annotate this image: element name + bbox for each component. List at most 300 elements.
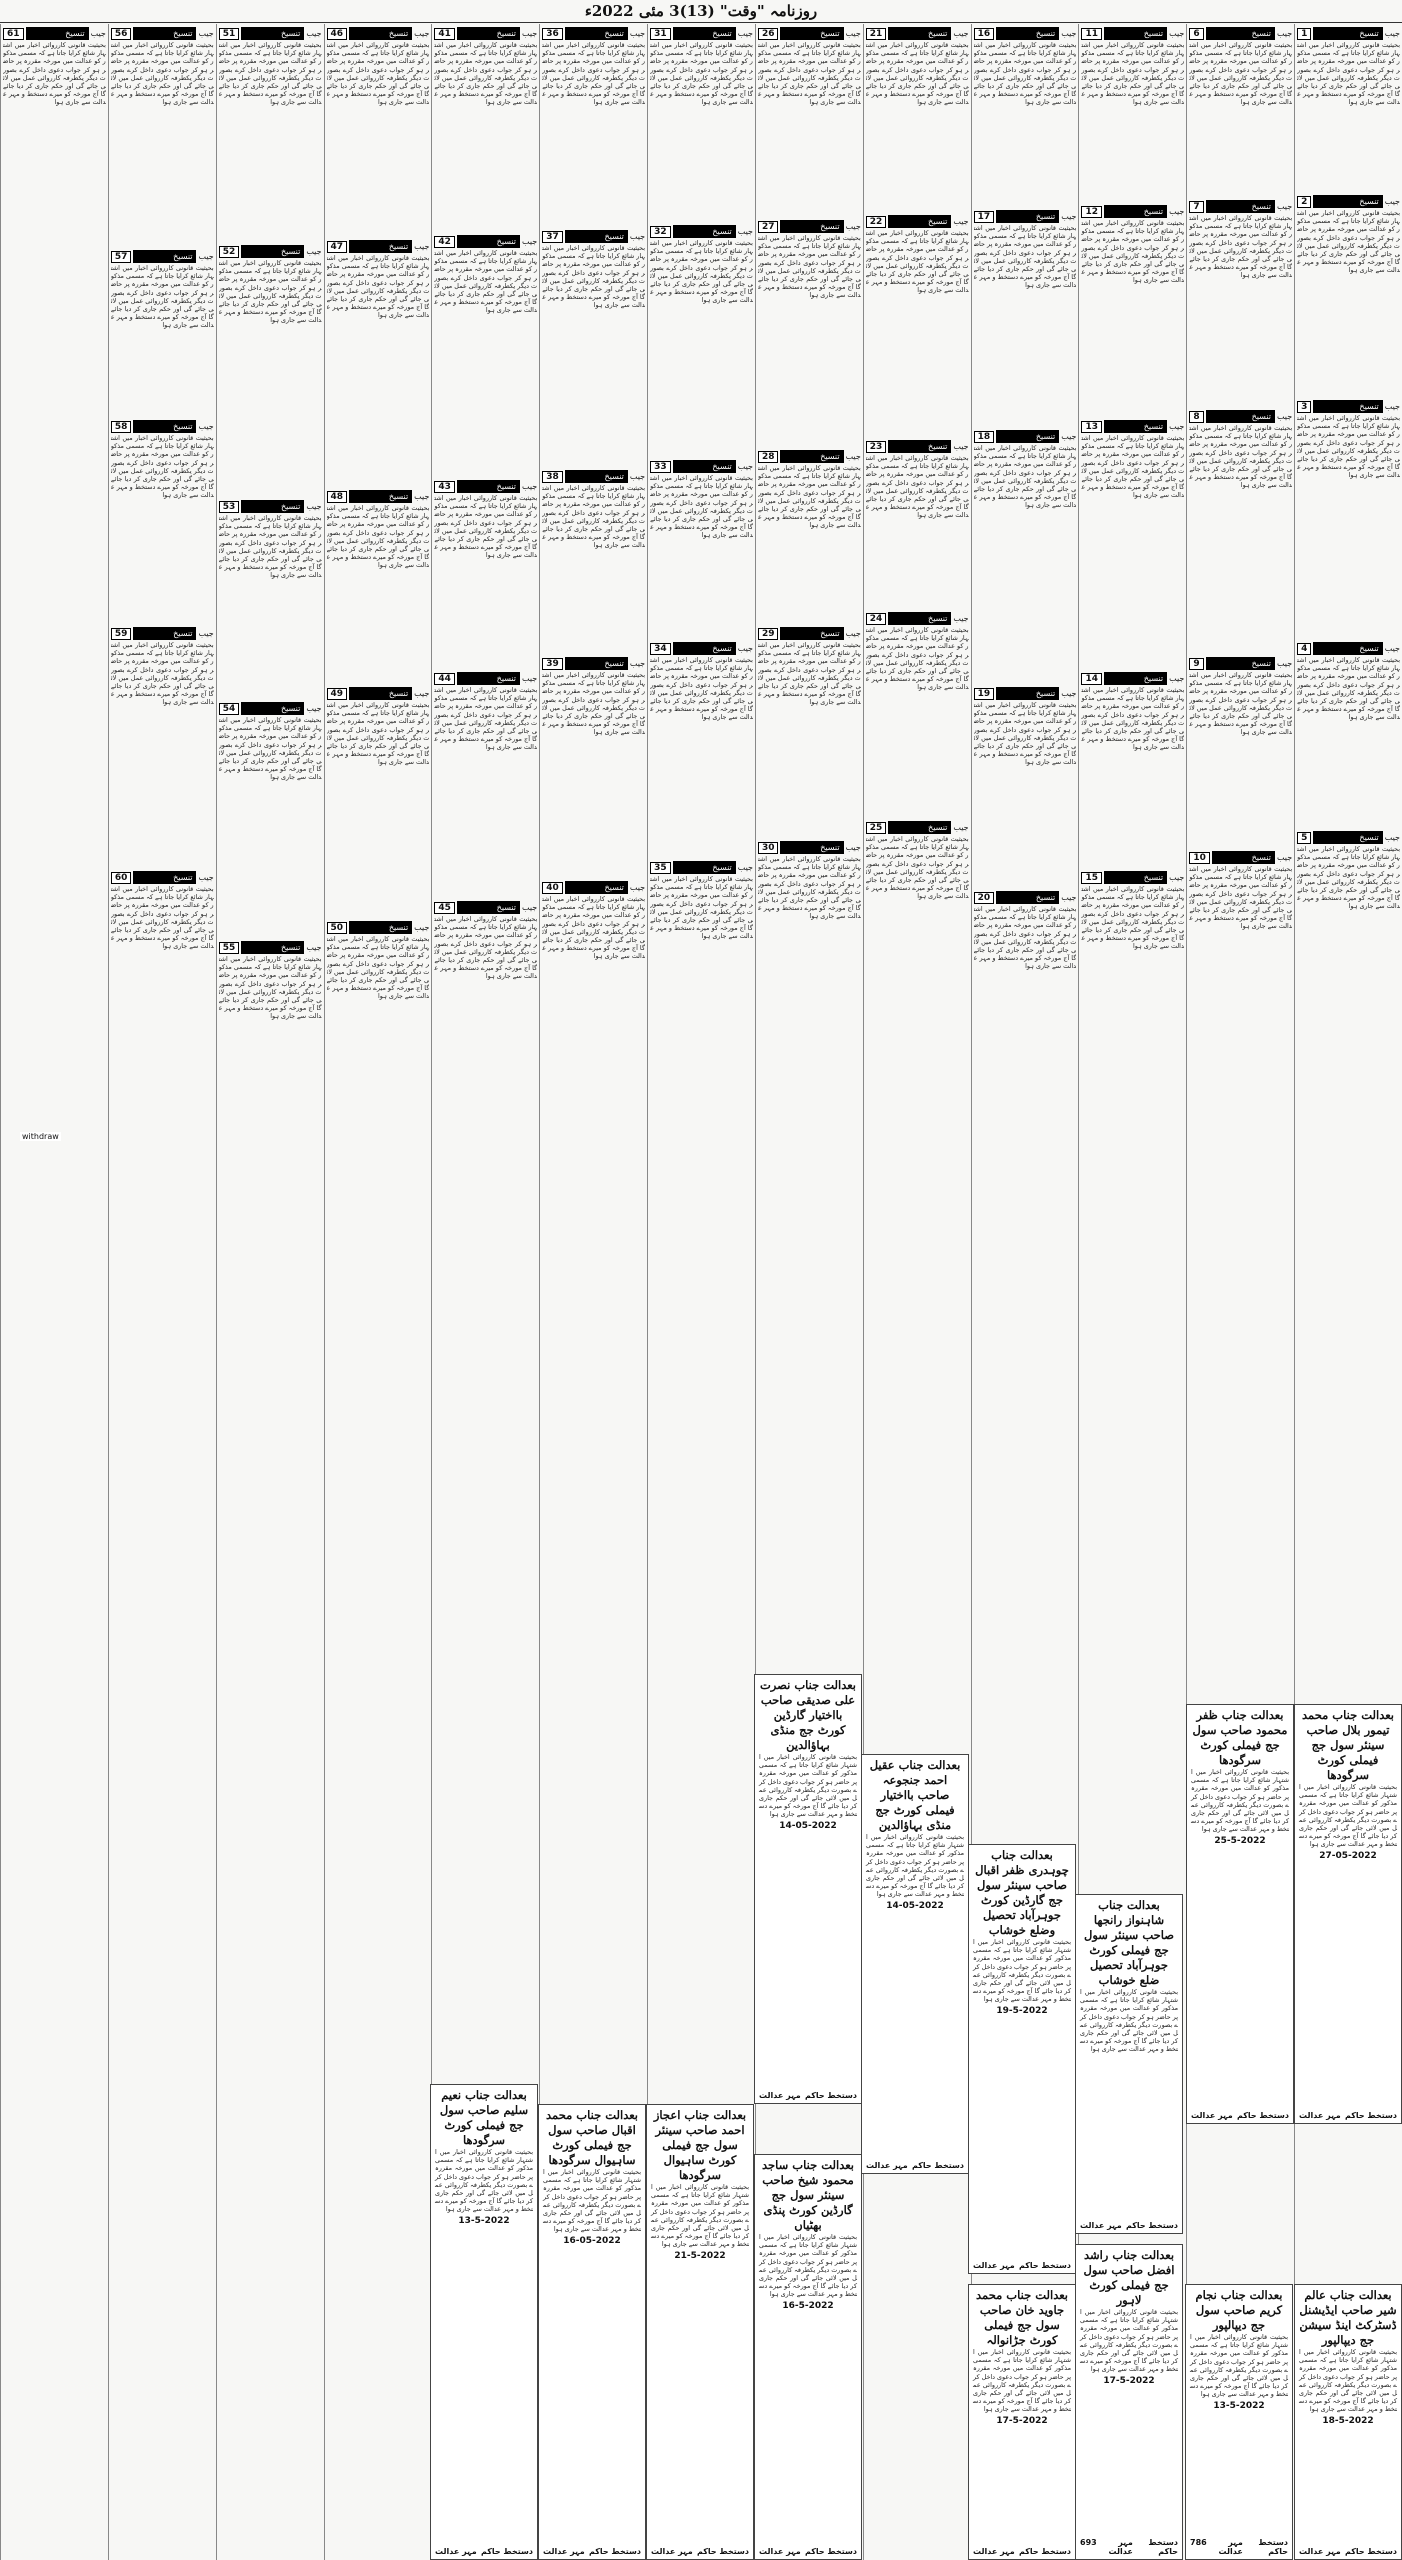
notice-label: تنسیخ bbox=[457, 27, 520, 40]
notice-item bbox=[434, 671, 537, 897]
notice-header bbox=[327, 239, 430, 254]
notice-number: 58 bbox=[111, 421, 132, 433]
notice-body: بحیثیت قانونی کارروائی اخبار میں اشتہار شائع کرایا جاتا ہے کہ مسمی مذکور کو عدالت میں مورخہ مقررہ پر حاضر ہو کر جواب دعوی داخل کرے بصورت دیگر یکطرفہ کارروائی عمل میں لائی جائے گی اور حکم جاری کر دیا جائے گا آج مورخہ کو میرے دستخط و مہر عدالت سے جاری ہوا bbox=[326, 41, 430, 107]
court-footer bbox=[973, 2547, 1071, 2556]
court-notice bbox=[1294, 2284, 1402, 2560]
notice-tag: جیب bbox=[522, 903, 538, 912]
notice-item bbox=[434, 900, 537, 1073]
notice-header bbox=[219, 701, 322, 716]
notice-body: بحیثیت قانونی کارروائی اخبار میں اشتہار شائع کرایا جاتا ہے کہ مسمی مذکور کو عدالت میں مورخہ مقررہ پر حاضر ہو کر جواب دعوی داخل کرے بصورت دیگر یکطرفہ کارروائی عمل میں لائی جائے گی اور حکم جاری کر دیا جائے گا آج مورخہ کو میرے دستخط و مہر عدالت سے جاری ہوا bbox=[1297, 845, 1400, 911]
notice-body: بحیثیت قانونی کارروائی اخبار میں اشتہار شائع کرایا جاتا ہے کہ مسمی مذکور کو عدالت میں مورخہ مقررہ پر حاضر ہو کر جواب دعوی داخل کرے بصورت دیگر یکطرفہ کارروائی عمل میں لائی جائے گی اور حکم جاری کر دیا جائے گا آج مورخہ کو میرے دستخط و مہر عدالت سے جاری ہوا bbox=[434, 494, 538, 560]
notice-label: تنسیخ bbox=[996, 210, 1059, 223]
notice-item bbox=[1081, 870, 1184, 1103]
seal-label: مہر عدالت bbox=[1191, 2111, 1233, 2120]
seal-label: مہر عدالت bbox=[759, 2547, 801, 2556]
notice-label: تنسیخ bbox=[780, 627, 843, 640]
notice-tag: جیب bbox=[522, 29, 538, 38]
notice-tag: جیب bbox=[1169, 873, 1185, 882]
notice-body: بحیثیت قانونی کارروائی اخبار میں اشتہار شائع کرایا جاتا ہے کہ مسمی مذکور کو عدالت میں مورخہ مقررہ پر حاضر ہو کر جواب دعوی داخل کرے بصورت دیگر یکطرفہ کارروائی عمل میں لائی جائے گی اور حکم جاری کر دیا جائے گا آج مورخہ کو میرے دستخط و مہر عدالت سے جاری ہوا bbox=[110, 885, 214, 951]
notice-tag: جیب bbox=[629, 883, 646, 892]
notice-item bbox=[1297, 26, 1400, 191]
notice-item bbox=[758, 840, 861, 1088]
notice-tag: جیب bbox=[1276, 29, 1293, 38]
notice-header bbox=[1189, 26, 1292, 41]
notice-number: 21 bbox=[866, 28, 887, 40]
notice-body: بحیثیت قانونی کارروائی اخبار میں اشتہار شائع کرایا جاتا ہے کہ مسمی مذکور کو عدالت میں مورخہ مقررہ پر حاضر ہو کر جواب دعوی داخل کرے بصورت دیگر یکطرفہ کارروائی عمل میں لائی جائے گی اور حکم جاری کر دیا جائے گا آج مورخہ کو میرے دستخط و مہر عدالت سے جاری ہوا bbox=[110, 41, 214, 107]
signature-label: دستخط حاکم bbox=[1258, 2538, 1288, 2556]
notice-number: 56 bbox=[111, 28, 132, 40]
notice-body: بحیثیت قانونی کارروائی اخبار میں اشتہار شائع کرایا جاتا ہے کہ مسمی مذکور کو عدالت میں مورخہ مقررہ پر حاضر ہو کر جواب دعوی داخل کرے بصورت دیگر یکطرفہ کارروائی عمل میں لائی جائے گی اور حکم جاری کر دیا جائے گا آج مورخہ کو میرے دستخط و مہر عدالت سے جاری ہوا bbox=[434, 249, 538, 315]
notice-number: 13 bbox=[1081, 421, 1102, 433]
notice-body: بحیثیت قانونی کارروائی اخبار میں اشتہار شائع کرایا جاتا ہے کہ مسمی مذکور کو عدالت میں مورخہ مقررہ پر حاضر ہو کر جواب دعوی داخل کرے بصورت دیگر یکطرفہ کارروائی عمل میں لائی جائے گی اور حکم جاری کر دیا جائے گا آج مورخہ کو میرے دستخط و مہر عدالت سے جاری ہوا bbox=[1297, 209, 1400, 275]
court-notice bbox=[1186, 1704, 1294, 2124]
notice-column bbox=[216, 24, 324, 2560]
notice-label: تنسیخ bbox=[1313, 195, 1382, 208]
notice-label: تنسیخ bbox=[996, 27, 1059, 40]
notice-number: 43 bbox=[434, 481, 455, 493]
notice-label: تنسیخ bbox=[888, 440, 951, 453]
notice-header bbox=[434, 671, 537, 686]
notice-body: بحیثیت قانونی کارروائی اخبار میں اشتہار شائع کرایا جاتا ہے کہ مسمی مذکور کو عدالت میں مورخہ مقررہ پر حاضر ہو کر جواب دعوی داخل کرے بصورت دیگر یکطرفہ کارروائی عمل میں لائی جائے گی اور حکم جاری کر دیا جائے گا آج مورخہ کو میرے دستخط و مہر عدالت سے جاری ہوا bbox=[218, 955, 322, 1021]
notice-label: تنسیخ bbox=[457, 235, 520, 248]
notice-item bbox=[327, 26, 430, 236]
notice-label: تنسیخ bbox=[780, 220, 843, 233]
notice-item bbox=[3, 26, 106, 251]
notice-item bbox=[758, 219, 861, 446]
notice-item bbox=[542, 469, 645, 653]
seal-label: مہر عدالت bbox=[1299, 2547, 1341, 2556]
notice-header bbox=[650, 26, 753, 41]
notice-item bbox=[327, 239, 430, 486]
notice-body: بحیثیت قانونی کارروائی اخبار میں اشتہار شائع کرایا جاتا ہے کہ مسمی مذکور کو عدالت میں مورخہ مقررہ پر حاضر ہو کر جواب دعوی داخل کرے بصورت دیگر یکطرفہ کارروائی عمل میں لائی جائے گی اور حکم جاری کر دیا جائے گا آج مورخہ کو میرے دستخط و مہر عدالت سے جاری ہوا bbox=[1189, 865, 1293, 931]
notice-item bbox=[974, 890, 1077, 1128]
notice-body: بحیثیت قانونی کارروائی اخبار میں اشتہار شائع کرایا جاتا ہے کہ مسمی مذکور کو عدالت میں مورخہ مقررہ پر حاضر ہو کر جواب دعوی داخل کرے بصورت دیگر یکطرفہ کارروائی عمل میں لائی جائے گی اور حکم جاری کر دیا جائے گا آج مورخہ کو میرے دستخط و مہر عدالت سے جاری ہوا bbox=[218, 716, 322, 782]
notice-header bbox=[866, 611, 969, 626]
notice-header bbox=[542, 880, 645, 895]
notice-header bbox=[974, 890, 1077, 905]
notice-number: 7 bbox=[1189, 201, 1203, 213]
notice-number: 19 bbox=[974, 688, 995, 700]
court-body: بحیثیت قانونی کارروائی اخبار میں اشتہار شائع کرایا جاتا ہے کہ مسمی مذکور کو عدالت میں مورخہ مقررہ پر حاضر ہو کر جواب دعوی داخل کرے بصورت دیگر یکطرفہ کارروائی عمل میں لائی جائے گی اور حکم جاری کر دیا جائے گا آج مورخہ کو میرے دستخط و مہر عدالت سے جاری ہوا bbox=[866, 1833, 964, 1899]
notice-tag: جیب bbox=[1061, 689, 1077, 698]
signature-label: دستخط حاکم bbox=[1236, 2111, 1289, 2120]
notice-tag: جیب bbox=[845, 843, 861, 852]
notice-body: بحیثیت قانونی کارروائی اخبار میں اشتہار شائع کرایا جاتا ہے کہ مسمی مذکور کو عدالت میں مورخہ مقررہ پر حاضر ہو کر جواب دعوی داخل کرے بصورت دیگر یکطرفہ کارروائی عمل میں لائی جائے گی اور حکم جاری کر دیا جائے گا آج مورخہ کو میرے دستخط و مہر عدالت سے جاری ہوا bbox=[1189, 214, 1293, 280]
court-body: بحیثیت قانونی کارروائی اخبار میں اشتہار شائع کرایا جاتا ہے کہ مسمی مذکور کو عدالت میں مورخہ مقررہ پر حاضر ہو کر جواب دعوی داخل کرے بصورت دیگر یکطرفہ کارروائی عمل میں لائی جائے گی اور حکم جاری کر دیا جائے گا آج مورخہ کو میرے دستخط و مہر عدالت سے جاری ہوا bbox=[435, 2148, 533, 2214]
notice-column bbox=[863, 24, 971, 2560]
notice-number: 12 bbox=[1081, 206, 1102, 218]
court-notice bbox=[1185, 2284, 1293, 2560]
court-footer bbox=[1080, 2221, 1178, 2230]
notice-item bbox=[1081, 671, 1184, 867]
notice-label: تنسیخ bbox=[673, 642, 736, 655]
notice-tag: جیب bbox=[306, 704, 322, 713]
notice-label: تنسیخ bbox=[26, 27, 89, 40]
signature-label: دستخط حاکم bbox=[911, 2161, 964, 2170]
notice-item bbox=[1189, 656, 1292, 847]
hearing-date: 16-05-2022 bbox=[563, 2235, 621, 2246]
notice-body: بحیثیت قانونی کارروائی اخبار میں اشتہار شائع کرایا جاتا ہے کہ مسمی مذکور کو عدالت میں مورخہ مقررہ پر حاضر ہو کر جواب دعوی داخل کرے بصورت دیگر یکطرفہ کارروائی عمل میں لائی جائے گی اور حکم جاری کر دیا جائے گا آج مورخہ کو میرے دستخط و مہر عدالت سے جاری ہوا bbox=[218, 514, 322, 580]
notice-item bbox=[434, 234, 537, 476]
seal-label: مہر عدالت bbox=[866, 2161, 908, 2170]
notice-number: 27 bbox=[758, 221, 779, 233]
notice-body: بحیثیت قانونی کارروائی اخبار میں اشتہار شائع کرایا جاتا ہے کہ مسمی مذکور کو عدالت میں مورخہ مقررہ پر حاضر ہو کر جواب دعوی داخل کرے بصورت دیگر یکطرفہ کارروائی عمل میں لائی جائے گی اور حکم جاری کر دیا جائے گا آج مورخہ کو میرے دستخط و مہر عدالت سے جاری ہوا bbox=[1189, 671, 1293, 737]
notice-number: 35 bbox=[650, 862, 671, 874]
notice-number: 23 bbox=[866, 441, 887, 453]
notice-label: تنسیخ bbox=[349, 687, 412, 700]
court-notice bbox=[861, 1754, 969, 2174]
notice-label: تنسیخ bbox=[888, 215, 951, 228]
ad-code: 786 bbox=[1190, 2538, 1207, 2547]
court-title: بعدالت جناب عالم شیر صاحب ایڈیشنل ڈسٹرکٹ اینڈ سیشن جج دیپالپور bbox=[1299, 2288, 1397, 2347]
notice-body: بحیثیت قانونی کارروائی اخبار میں اشتہار شائع کرایا جاتا ہے کہ مسمی مذکور کو عدالت میں مورخہ مقررہ پر حاضر ہو کر جواب دعوی داخل کرے بصورت دیگر یکطرفہ کارروائی عمل میں لائی جائے گی اور حکم جاری کر دیا جائے گا آج مورخہ کو میرے دستخط و مہر عدالت سے جاری ہوا bbox=[757, 464, 861, 530]
notice-body: بحیثیت قانونی کارروائی اخبار میں اشتہار شائع کرایا جاتا ہے کہ مسمی مذکور کو عدالت میں مورخہ مقررہ پر حاضر ہو کر جواب دعوی داخل کرے بصورت دیگر یکطرفہ کارروائی عمل میں لائی جائے گی اور حکم جاری کر دیا جائے گا آج مورخہ کو میرے دستخط و مہر عدالت سے جاری ہوا bbox=[326, 935, 430, 1001]
notice-tag: جیب bbox=[198, 873, 214, 882]
notice-number: 30 bbox=[758, 842, 779, 854]
notice-tag: جیب bbox=[198, 29, 214, 38]
notice-number: 40 bbox=[542, 882, 563, 894]
court-body: بحیثیت قانونی کارروائی اخبار میں اشتہار شائع کرایا جاتا ہے کہ مسمی مذکور کو عدالت میں مورخہ مقررہ پر حاضر ہو کر جواب دعوی داخل کرے بصورت دیگر یکطرفہ کارروائی عمل میں لائی جائے گی اور حکم جاری کر دیا جائے گا آج مورخہ کو میرے دستخط و مہر عدالت سے جاری ہوا bbox=[651, 2183, 749, 2249]
notice-item bbox=[111, 626, 214, 867]
notice-item bbox=[1081, 204, 1184, 416]
court-notice bbox=[754, 1674, 862, 2104]
hearing-date: 16-5-2022 bbox=[782, 2300, 834, 2311]
notice-tag: جیب bbox=[737, 863, 753, 872]
court-notice bbox=[1075, 2244, 1183, 2560]
court-title: بعدالت جناب محمد تیمور بلال صاحب سینئر سول جج فیملی کورٹ سرگودھا bbox=[1302, 1708, 1394, 1782]
notice-header bbox=[650, 459, 753, 474]
notice-label: تنسیخ bbox=[1206, 657, 1275, 670]
notice-label: تنسیخ bbox=[1104, 27, 1167, 40]
ad-code: 693 bbox=[1080, 2538, 1097, 2547]
notice-tag: جیب bbox=[737, 29, 753, 38]
court-body: بحیثیت قانونی کارروائی اخبار میں اشتہار شائع کرایا جاتا ہے کہ مسمی مذکور کو عدالت میں مورخہ مقررہ پر حاضر ہو کر جواب دعوی داخل کرے بصورت دیگر یکطرفہ کارروائی عمل میں لائی جائے گی اور حکم جاری کر دیا جائے گا آج مورخہ کو میرے دستخط و مہر عدالت سے جاری ہوا bbox=[973, 2348, 1071, 2414]
notice-label: تنسیخ bbox=[457, 901, 520, 914]
seal-label: مہر عدالت bbox=[1218, 2538, 1243, 2556]
notice-label: تنسیخ bbox=[888, 821, 951, 834]
notice-number: 41 bbox=[434, 28, 455, 40]
court-title: بعدالت جناب نعیم سلیم صاحب سول جج فیملی کورٹ سرگودھا bbox=[439, 2088, 529, 2147]
notice-body: بحیثیت قانونی کارروائی اخبار میں اشتہار شائع کرایا جاتا ہے کہ مسمی مذکور کو عدالت میں مورخہ مقررہ پر حاضر ہو کر جواب دعوی داخل کرے بصورت دیگر یکطرفہ کارروائی عمل میں لائی جائے گی اور حکم جاری کر دیا جائے گا آج مورخہ کو میرے دستخط و مہر عدالت سے جاری ہوا bbox=[110, 264, 214, 330]
notice-number: 2 bbox=[1297, 196, 1311, 208]
notice-tag: جیب bbox=[1061, 893, 1077, 902]
notice-body: بحیثیت قانونی کارروائی اخبار میں اشتہار شائع کرایا جاتا ہے کہ مسمی مذکور کو عدالت میں مورخہ مقررہ پر حاضر ہو کر جواب دعوی داخل کرے بصورت دیگر یکطرفہ کارروائی عمل میں لائی جائے گی اور حکم جاری کر دیا جائے گا آج مورخہ کو میرے دستخط و مہر عدالت سے جاری ہوا bbox=[326, 254, 430, 320]
notice-header bbox=[327, 686, 430, 701]
notice-tag: جیب bbox=[1061, 212, 1077, 221]
notice-tag: جیب bbox=[737, 462, 753, 471]
signature-label: دستخط حاکم bbox=[588, 2547, 641, 2556]
notice-item bbox=[650, 26, 753, 221]
notice-item bbox=[650, 459, 753, 638]
notice-tag: جیب bbox=[737, 644, 753, 653]
court-title: بعدالت جناب عقیل احمد جنجوعہ صاحب بااختیار فیملی کورٹ جج منڈی بہاؤالدین bbox=[869, 1758, 961, 1832]
notice-number: 4 bbox=[1297, 643, 1311, 655]
court-body: بحیثیت قانونی کارروائی اخبار میں اشتہار شائع کرایا جاتا ہے کہ مسمی مذکور کو عدالت میں مورخہ مقررہ پر حاضر ہو کر جواب دعوی داخل کرے بصورت دیگر یکطرفہ کارروائی عمل میں لائی جائے گی اور حکم جاری کر دیا جائے گا آج مورخہ کو میرے دستخط و مہر عدالت سے جاری ہوا bbox=[759, 1753, 857, 1819]
notice-tag: جیب bbox=[845, 222, 861, 231]
notice-number: 14 bbox=[1081, 673, 1102, 685]
notice-label: تنسیخ bbox=[133, 871, 196, 884]
notice-header bbox=[542, 26, 645, 41]
notice-column bbox=[1186, 24, 1294, 2560]
notice-tag: جیب bbox=[522, 674, 538, 683]
notice-body: بحیثیت قانونی کارروائی اخبار میں اشتہار شائع کرایا جاتا ہے کہ مسمی مذکور کو عدالت میں مورخہ مقررہ پر حاضر ہو کر جواب دعوی داخل کرے بصورت دیگر یکطرفہ کارروائی عمل میں لائی جائے گی اور حکم جاری کر دیا جائے گا آج مورخہ کو میرے دستخط و مہر عدالت سے جاری ہوا bbox=[973, 444, 1077, 510]
notice-header bbox=[1297, 399, 1400, 414]
court-title: بعدالت جناب چوہدری ظفر اقبال صاحب سینئر سول جج گارڈین کورٹ جوہرآباد تحصیل وضلع خوشاب bbox=[975, 1848, 1069, 1937]
court-title: بعدالت جناب اعجاز احمد صاحب سینئر سول جج فیملی کورٹ ساہیوال سرگودھا bbox=[653, 2108, 747, 2182]
notice-label: تنسیخ bbox=[1104, 420, 1167, 433]
notice-tag: جیب bbox=[1276, 412, 1293, 421]
notice-header bbox=[111, 249, 214, 264]
hearing-date: 18-5-2022 bbox=[1322, 2415, 1374, 2426]
notice-column bbox=[0, 24, 108, 2560]
notice-item bbox=[758, 449, 861, 623]
court-footer bbox=[1191, 2111, 1289, 2120]
notice-header bbox=[219, 940, 322, 955]
notice-item bbox=[1081, 419, 1184, 668]
notice-number: 32 bbox=[650, 226, 671, 238]
notice-tag: جیب bbox=[1169, 422, 1185, 431]
notice-header bbox=[1189, 409, 1292, 424]
signature-label: دستخط حاکم bbox=[1018, 2261, 1071, 2270]
notice-number: 1 bbox=[1297, 28, 1311, 40]
notice-header bbox=[219, 499, 322, 514]
masthead: روزنامہ "وقت" (13)3 مئی 2022ء bbox=[0, 0, 1402, 23]
court-title: بعدالت جناب شاہنواز رانجھا صاحب سینئر سول جج فیملی کورٹ جوہرآباد تحصیل ضلع خوشاب bbox=[1083, 1898, 1174, 1987]
notice-number: 3 bbox=[1297, 401, 1311, 413]
notice-tag: جیب bbox=[1169, 207, 1185, 216]
notice-header bbox=[974, 209, 1077, 224]
notice-item bbox=[1189, 199, 1292, 406]
notice-label: تنسیخ bbox=[133, 27, 196, 40]
notice-label: تنسیخ bbox=[565, 27, 628, 40]
notice-header bbox=[758, 26, 861, 41]
notice-body: بحیثیت قانونی کارروائی اخبار میں اشتہار شائع کرایا جاتا ہے کہ مسمی مذکور کو عدالت میں مورخہ مقررہ پر حاضر ہو کر جواب دعوی داخل کرے بصورت دیگر یکطرفہ کارروائی عمل میں لائی جائے گی اور حکم جاری کر دیا جائے گا آج مورخہ کو میرے دستخط و مہر عدالت سے جاری ہوا bbox=[1189, 41, 1293, 107]
seal-label: مہر عدالت bbox=[973, 2261, 1015, 2270]
notice-number: 15 bbox=[1081, 872, 1102, 884]
notice-item bbox=[650, 224, 753, 456]
notice-body: بحیثیت قانونی کارروائی اخبار میں اشتہار شائع کرایا جاتا ہے کہ مسمی مذکور کو عدالت میں مورخہ مقررہ پر حاضر ہو کر جواب دعوی داخل کرے بصورت دیگر یکطرفہ کارروائی عمل میں لائی جائے گی اور حکم جاری کر دیا جائے گا آج مورخہ کو میرے دستخط و مہر عدالت سے جاری ہوا bbox=[757, 41, 861, 107]
notice-body: بحیثیت قانونی کارروائی اخبار میں اشتہار شائع کرایا جاتا ہے کہ مسمی مذکور کو عدالت میں مورخہ مقررہ پر حاضر ہو کر جواب دعوی داخل کرے بصورت دیگر یکطرفہ کارروائی عمل میں لائی جائے گی اور حکم جاری کر دیا جائے گا آج مورخہ کو میرے دستخط و مہر عدالت سے جاری ہوا bbox=[1297, 41, 1400, 107]
notice-header bbox=[542, 469, 645, 484]
notice-label: تنسیخ bbox=[241, 702, 304, 715]
notice-header bbox=[1297, 830, 1400, 845]
court-body: بحیثیت قانونی کارروائی اخبار میں اشتہار شائع کرایا جاتا ہے کہ مسمی مذکور کو عدالت میں مورخہ مقررہ پر حاضر ہو کر جواب دعوی داخل کرے بصورت دیگر یکطرفہ کارروائی عمل میں لائی جائے گی اور حکم جاری کر دیا جائے گا آج مورخہ کو میرے دستخط و مہر عدالت سے جاری ہوا bbox=[543, 2168, 641, 2234]
court-body: بحیثیت قانونی کارروائی اخبار میں اشتہار شائع کرایا جاتا ہے کہ مسمی مذکور کو عدالت میں مورخہ مقررہ پر حاضر ہو کر جواب دعوی داخل کرے بصورت دیگر یکطرفہ کارروائی عمل میں لائی جائے گی اور حکم جاری کر دیا جائے گا آج مورخہ کو میرے دستخط و مہر عدالت سے جاری ہوا bbox=[973, 1938, 1071, 2004]
withdraw-note: withdraw bbox=[22, 1132, 59, 1141]
notice-header bbox=[866, 820, 969, 835]
notice-body: بحیثیت قانونی کارروائی اخبار میں اشتہار شائع کرایا جاتا ہے کہ مسمی مذکور کو عدالت میں مورخہ مقررہ پر حاضر ہو کر جواب دعوی داخل کرے بصورت دیگر یکطرفہ کارروائی عمل میں لائی جائے گی اور حکم جاری کر دیا جائے گا آج مورخہ کو میرے دستخط و مہر عدالت سے جاری ہوا bbox=[650, 474, 753, 540]
notice-number: 59 bbox=[111, 628, 132, 640]
notice-label: تنسیخ bbox=[673, 861, 736, 874]
hearing-date: 17-5-2022 bbox=[996, 2415, 1048, 2426]
notice-header bbox=[1081, 204, 1184, 219]
notice-tag: جیب bbox=[306, 502, 322, 511]
notice-item bbox=[974, 686, 1077, 887]
notice-body: بحیثیت قانونی کارروائی اخبار میں اشتہار شائع کرایا جاتا ہے کہ مسمی مذکور کو عدالت میں مورخہ مقررہ پر حاضر ہو کر جواب دعوی داخل کرے بصورت دیگر یکطرفہ کارروائی عمل میں لائی جائے گی اور حکم جاری کر دیا جائے گا آج مورخہ کو میرے دستخط و مہر عدالت سے جاری ہوا bbox=[1081, 434, 1185, 500]
court-notice bbox=[538, 2104, 646, 2560]
notice-tag: جیب bbox=[1169, 674, 1185, 683]
notice-tag: جیب bbox=[629, 29, 646, 38]
hearing-date: 14-05-2022 bbox=[886, 1900, 944, 1911]
notice-item bbox=[219, 499, 322, 698]
notice-tag: جیب bbox=[953, 29, 969, 38]
notice-item bbox=[327, 920, 430, 1098]
seal-label: مہر عدالت bbox=[1299, 2111, 1341, 2120]
notice-item bbox=[327, 686, 430, 917]
notice-number: 45 bbox=[434, 902, 455, 914]
notice-item bbox=[111, 870, 214, 1058]
notice-body: بحیثیت قانونی کارروائی اخبار میں اشتہار شائع کرایا جاتا ہے کہ مسمی مذکور کو عدالت میں مورخہ مقررہ پر حاضر ہو کر جواب دعوی داخل کرے بصورت دیگر یکطرفہ کارروائی عمل میں لائی جائے گی اور حکم جاری کر دیا جائے گا آج مورخہ کو میرے دستخط و مہر عدالت سے جاری ہوا bbox=[218, 41, 322, 107]
notice-body: بحیثیت قانونی کارروائی اخبار میں اشتہار شائع کرایا جاتا ہے کہ مسمی مذکور کو عدالت میں مورخہ مقررہ پر حاضر ہو کر جواب دعوی داخل کرے بصورت دیگر یکطرفہ کارروائی عمل میں لائی جائے گی اور حکم جاری کر دیا جائے گا آج مورخہ کو میرے دستخط و مہر عدالت سے جاری ہوا bbox=[1189, 424, 1293, 490]
notice-tag: جیب bbox=[198, 252, 214, 261]
notice-label: تنسیخ bbox=[241, 941, 304, 954]
notice-label: تنسیخ bbox=[349, 490, 412, 503]
notice-item bbox=[111, 249, 214, 416]
notice-header bbox=[219, 26, 322, 41]
notice-tag: جیب bbox=[306, 943, 322, 952]
notice-body: بحیثیت قانونی کارروائی اخبار میں اشتہار شائع کرایا جاتا ہے کہ مسمی مذکور کو عدالت میں مورخہ مقررہ پر حاضر ہو کر جواب دعوی داخل کرے بصورت دیگر یکطرفہ کارروائی عمل میں لائی جائے گی اور حکم جاری کر دیا جائے گا آج مورخہ کو میرے دستخط و مہر عدالت سے جاری ہوا bbox=[650, 656, 753, 722]
notice-body: بحیثیت قانونی کارروائی اخبار میں اشتہار شائع کرایا جاتا ہے کہ مسمی مذکور کو عدالت میں مورخہ مقررہ پر حاضر ہو کر جواب دعوی داخل کرے بصورت دیگر یکطرفہ کارروائی عمل میں لائی جائے گی اور حکم جاری کر دیا جائے گا آج مورخہ کو میرے دستخط و مہر عدالت سے جاری ہوا bbox=[434, 41, 538, 107]
notice-number: 44 bbox=[434, 673, 455, 685]
court-footer bbox=[759, 2091, 857, 2100]
notice-header bbox=[1189, 199, 1292, 214]
notice-number: 11 bbox=[1081, 28, 1102, 40]
notice-item bbox=[1189, 26, 1292, 196]
notice-tag: جیب bbox=[845, 29, 861, 38]
notice-number: 52 bbox=[219, 246, 240, 258]
notice-tag: جیب bbox=[1384, 833, 1400, 842]
hearing-date: 13-5-2022 bbox=[1213, 2400, 1265, 2411]
notice-item bbox=[866, 820, 969, 1063]
notice-header bbox=[111, 870, 214, 885]
notice-body: بحیثیت قانونی کارروائی اخبار میں اشتہار شائع کرایا جاتا ہے کہ مسمی مذکور کو عدالت میں مورخہ مقررہ پر حاضر ہو کر جواب دعوی داخل کرے بصورت دیگر یکطرفہ کارروائی عمل میں لائی جائے گی اور حکم جاری کر دیا جائے گا آج مورخہ کو میرے دستخط و مہر عدالت سے جاری ہوا bbox=[757, 855, 861, 921]
notice-label: تنسیخ bbox=[133, 627, 196, 640]
notice-header bbox=[1081, 671, 1184, 686]
notice-number: 46 bbox=[327, 28, 348, 40]
notice-item bbox=[866, 611, 969, 817]
notice-tag: جیب bbox=[414, 242, 430, 251]
notice-header bbox=[974, 429, 1077, 444]
notice-number: 16 bbox=[974, 28, 995, 40]
notice-tag: جیب bbox=[198, 629, 214, 638]
notice-item bbox=[866, 214, 969, 436]
court-notice bbox=[1294, 1704, 1402, 2124]
hearing-date: 13-5-2022 bbox=[458, 2215, 510, 2226]
notice-item bbox=[111, 419, 214, 623]
notice-body: بحیثیت قانونی کارروائی اخبار میں اشتہار شائع کرایا جاتا ہے کہ مسمی مذکور کو عدالت میں مورخہ مقررہ پر حاضر ہو کر جواب دعوی داخل کرے بصورت دیگر یکطرفہ کارروائی عمل میں لائی جائے گی اور حکم جاری کر دیا جائے گا آج مورخہ کو میرے دستخط و مہر عدالت سے جاری ہوا bbox=[865, 229, 969, 295]
notice-label: تنسیخ bbox=[996, 430, 1059, 443]
court-notice bbox=[968, 2284, 1076, 2560]
notice-number: 49 bbox=[327, 688, 348, 700]
notice-item bbox=[111, 26, 214, 246]
notice-label: تنسیخ bbox=[1104, 672, 1167, 685]
notice-header bbox=[434, 479, 537, 494]
seal-label: مہر عدالت bbox=[651, 2547, 693, 2556]
notice-number: 20 bbox=[974, 892, 995, 904]
notice-header bbox=[1081, 419, 1184, 434]
notice-item bbox=[1081, 26, 1184, 201]
notice-tag: جیب bbox=[414, 29, 430, 38]
notice-tag: جیب bbox=[953, 614, 969, 623]
notice-number: 55 bbox=[219, 942, 240, 954]
notice-number: 53 bbox=[219, 501, 240, 513]
notice-header bbox=[111, 26, 214, 41]
notice-number: 6 bbox=[1189, 28, 1203, 40]
notice-header bbox=[111, 419, 214, 434]
court-body: بحیثیت قانونی کارروائی اخبار میں اشتہار شائع کرایا جاتا ہے کہ مسمی مذکور کو عدالت میں مورخہ مقررہ پر حاضر ہو کر جواب دعوی داخل کرے بصورت دیگر یکطرفہ کارروائی عمل میں لائی جائے گی اور حکم جاری کر دیا جائے گا آج مورخہ کو میرے دستخط و مہر عدالت سے جاری ہوا bbox=[1080, 1988, 1178, 2054]
notice-item bbox=[542, 229, 645, 466]
court-footer bbox=[1190, 2538, 1288, 2556]
court-title: بعدالت جناب ساجد محمود شیخ صاحب سینئر سول جج گارڈین کورٹ پنڈی بھٹیاں bbox=[762, 2158, 854, 2232]
notice-label: تنسیخ bbox=[565, 470, 628, 483]
notice-number: 42 bbox=[434, 236, 455, 248]
notice-item bbox=[219, 244, 322, 496]
notice-number: 60 bbox=[111, 872, 132, 884]
notice-header bbox=[1297, 641, 1400, 656]
notice-label: تنسیخ bbox=[1212, 851, 1275, 864]
notice-item bbox=[219, 26, 322, 241]
court-notice bbox=[646, 2104, 754, 2560]
notice-number: 10 bbox=[1189, 852, 1210, 864]
notice-number: 5 bbox=[1297, 832, 1311, 844]
notice-item bbox=[1297, 830, 1400, 1053]
notice-item bbox=[650, 860, 753, 1113]
notice-body: بحیثیت قانونی کارروائی اخبار میں اشتہار شائع کرایا جاتا ہے کہ مسمی مذکور کو عدالت میں مورخہ مقررہ پر حاضر ہو کر جواب دعوی داخل کرے بصورت دیگر یکطرفہ کارروائی عمل میں لائی جائے گی اور حکم جاری کر دیا جائے گا آج مورخہ کو میرے دستخط و مہر عدالت سے جاری ہوا bbox=[110, 641, 214, 707]
notice-tag: جیب bbox=[306, 29, 322, 38]
notice-label: تنسیخ bbox=[888, 612, 951, 625]
notice-body: بحیثیت قانونی کارروائی اخبار میں اشتہار شائع کرایا جاتا ہے کہ مسمی مذکور کو عدالت میں مورخہ مقررہ پر حاضر ہو کر جواب دعوی داخل کرے بصورت دیگر یکطرفہ کارروائی عمل میں لائی جائے گی اور حکم جاری کر دیا جائے گا آج مورخہ کو میرے دستخط و مہر عدالت سے جاری ہوا bbox=[542, 895, 646, 961]
notice-body: بحیثیت قانونی کارروائی اخبار میں اشتہار شائع کرایا جاتا ہے کہ مسمی مذکور کو عدالت میں مورخہ مقررہ پر حاضر ہو کر جواب دعوی داخل کرے بصورت دیگر یکطرفہ کارروائی عمل میں لائی جائے گی اور حکم جاری کر دیا جائے گا آج مورخہ کو میرے دستخط و مہر عدالت سے جاری ہوا bbox=[542, 484, 646, 550]
notice-label: تنسیخ bbox=[565, 657, 628, 670]
notice-header bbox=[542, 229, 645, 244]
hearing-date: 21-5-2022 bbox=[674, 2250, 726, 2261]
court-footer bbox=[1299, 2547, 1397, 2556]
notice-header bbox=[111, 626, 214, 641]
notice-header bbox=[1189, 656, 1292, 671]
notice-item bbox=[219, 940, 322, 1123]
notice-label: تنسیخ bbox=[1206, 410, 1275, 423]
notice-header bbox=[650, 860, 753, 875]
court-body: بحیثیت قانونی کارروائی اخبار میں اشتہار شائع کرایا جاتا ہے کہ مسمی مذکور کو عدالت میں مورخہ مقررہ پر حاضر ہو کر جواب دعوی داخل کرے بصورت دیگر یکطرفہ کارروائی عمل میں لائی جائے گی اور حکم جاری کر دیا جائے گا آج مورخہ کو میرے دستخط و مہر عدالت سے جاری ہوا bbox=[1299, 2348, 1397, 2414]
notice-header bbox=[758, 626, 861, 641]
notice-tag: جیب bbox=[629, 232, 646, 241]
notice-body: بحیثیت قانونی کارروائی اخبار میں اشتہار شائع کرایا جاتا ہے کہ مسمی مذکور کو عدالت میں مورخہ مقررہ پر حاضر ہو کر جواب دعوی داخل کرے بصورت دیگر یکطرفہ کارروائی عمل میں لائی جائے گی اور حکم جاری کر دیا جائے گا آج مورخہ کو میرے دستخط و مہر عدالت سے جاری ہوا bbox=[973, 701, 1077, 767]
notice-number: 47 bbox=[327, 241, 348, 253]
notice-item bbox=[1189, 409, 1292, 653]
court-footer bbox=[435, 2547, 533, 2556]
notice-tag: جیب bbox=[414, 689, 430, 698]
notice-header bbox=[327, 26, 430, 41]
notice-tag: جیب bbox=[1276, 202, 1293, 211]
notice-tag: جیب bbox=[522, 237, 538, 246]
notice-item bbox=[542, 656, 645, 877]
notice-header bbox=[866, 26, 969, 41]
notice-body: بحیثیت قانونی کارروائی اخبار میں اشتہار شائع کرایا جاتا ہے کہ مسمی مذکور کو عدالت میں مورخہ مقررہ پر حاضر ہو کر جواب دعوی داخل کرے بصورت دیگر یکطرفہ کارروائی عمل میں لائی جائے گی اور حکم جاری کر دیا جائے گا آج مورخہ کو میرے دستخط و مہر عدالت سے جاری ہوا bbox=[326, 504, 430, 570]
notice-number: 29 bbox=[758, 628, 779, 640]
notice-header bbox=[3, 26, 106, 41]
notice-header bbox=[758, 219, 861, 234]
notice-item bbox=[1189, 850, 1292, 1078]
notice-header bbox=[327, 920, 430, 935]
signature-label: دستخط حاکم bbox=[1148, 2538, 1178, 2556]
notice-header bbox=[434, 26, 537, 41]
court-footer bbox=[651, 2547, 749, 2556]
notice-tag: جیب bbox=[953, 217, 969, 226]
notice-label: تنسیخ bbox=[133, 250, 196, 263]
notice-body: بحیثیت قانونی کارروائی اخبار میں اشتہار شائع کرایا جاتا ہے کہ مسمی مذکور کو عدالت میں مورخہ مقررہ پر حاضر ہو کر جواب دعوی داخل کرے بصورت دیگر یکطرفہ کارروائی عمل میں لائی جائے گی اور حکم جاری کر دیا جائے گا آج مورخہ کو میرے دستخط و مہر عدالت سے جاری ہوا bbox=[434, 915, 538, 981]
notice-number: 37 bbox=[542, 231, 563, 243]
court-title: بعدالت جناب نصرت علی صدیقی صاحب بااختیار گارڈین کورٹ جج منڈی بہاؤالدین bbox=[759, 1678, 857, 1752]
